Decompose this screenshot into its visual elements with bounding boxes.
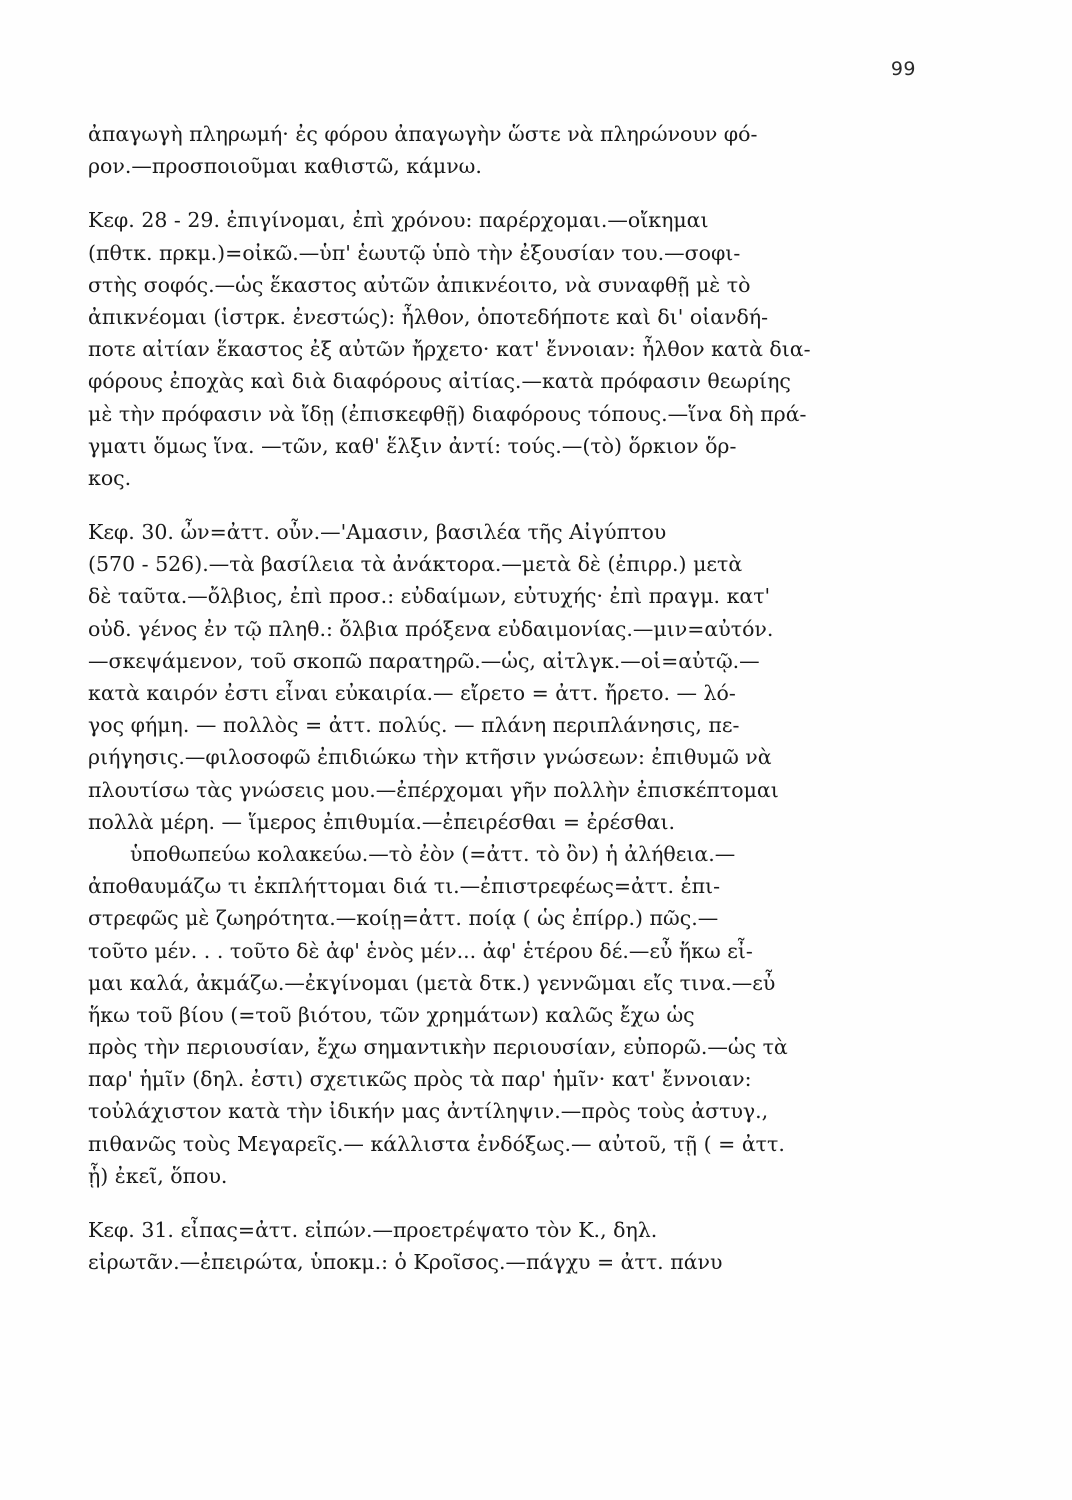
text-line: Κεφ. 28 - 29. ἐπιγίνομαι, ἐπὶ χρόνου: παρέρχομαι.—οἴκημαι (88, 208, 709, 233)
text-line: στὴς σοφός.—ὡς ἕκαστος αὐτῶν ἀπικνέοιτο, νὰ συναφθῇ μὲ τὸ (88, 272, 751, 297)
text-line: ἥκω τοῦ βίου (=τοῦ βιότου, τῶν χρημάτων) καλῶς ἔχω ὡς (88, 1002, 695, 1027)
paragraph-gap (88, 494, 920, 516)
text-line: (570 - 526).—τὰ βασίλεια τὰ ἀνάκτορα.—μετὰ δὲ (ἐπιρρ.) μετὰ (88, 552, 743, 577)
text-line: μαι καλά, ἀκμάζω.—ἐκγίνομαι (μετὰ δτκ.) γεννῶμαι εἴς τινα.—εὖ (88, 970, 776, 995)
text-line: παρ' ἡμῖν (δηλ. ἐστι) σχετικῶς πρὸς τὰ παρ' ἡμῖν· κατ' ἔννοιαν: (88, 1067, 752, 1092)
text-line: δὲ ταῦτα.—ὄλβιος, ἐπὶ προσ.: εὐδαίμων, εὐτυχής· ἐπὶ πραγμ. κατ' (88, 584, 771, 609)
text-line: κατὰ καιρόν ἐστι εἶναι εὐκαιρία.— εἴρετο = ἀττ. ἤρετο. — λό- (88, 681, 736, 705)
text-line: κος. (88, 465, 132, 490)
text-line: (πθτκ. πρκμ.)=οἰκῶ.—ὑπ' ἑωυτῷ ὑπὸ τὴν ἐξουσίαν του.—σοφι- (88, 240, 741, 265)
text-line: ἀπαγωγὴ πληρωμή· ἐς φόρου ἀπαγωγὴν ὥστε νὰ πληρώνουν φό- (88, 122, 758, 146)
paragraph-continuation (88, 870, 920, 1192)
text-line: γματι ὅμως ἵνα. —τῶν, καθ' ἕλξιν ἀντί: τούς.—(τὸ) ὅρκιον ὅρ- (88, 433, 737, 458)
text-line: ριήγησις.—φιλοσοφῶ ἐπιδιώκω τὴν κτῆσιν γνώσεων: ἐπιθυμῶ νὰ (88, 745, 772, 770)
text-line: πιθανῶς τοὺς Μεγαρεῖς.— κάλλιστα ἐνδόξως.— αὐτοῦ, τῇ ( = ἀττ. (88, 1131, 785, 1156)
text-line: οὐδ. γένος ἐν τῷ πληθ.: ὄλβια πρόξενα εὐδαιμονίας.—μιν=αὐτόν. (88, 616, 774, 641)
text-line: —σκεψάμενον, τοῦ σκοπῶ παρατηρῶ.—ὡς, αἰτλγκ.—οἱ=αὐτῷ.— (88, 648, 760, 673)
paragraph-chapter-28-29 (88, 204, 920, 494)
text-line: τοὐλάχιστον κατὰ τὴν ἰδικήν μας ἀντίληψιν.—πρὸς τοὺς ἀστυγ., (88, 1099, 769, 1124)
text-line: εἰρωτᾶν.—ἐπειρώτα, ὑποκμ.: ὁ Κροῖσος.—πάγχυ = ἀττ. πάνυ (88, 1250, 723, 1275)
text-line: ᾗ) ἐκεῖ, ὅπου. (88, 1163, 228, 1188)
page-number: 99 (890, 58, 916, 80)
paragraph-gap (88, 1192, 920, 1214)
text-line: ὑποθωπεύω κολακεύω.—τὸ ἐὸν (=ἀττ. τὸ ὂν) ἡ ἀλήθεια.— (130, 841, 736, 866)
text-line: Κεφ. 31. εἶπας=ἀττ. εἰπών.—προετρέψατο τὸν Κ., δηλ. (88, 1218, 658, 1242)
paragraph-indented (88, 838, 920, 870)
text-line: φόρους ἐποχὰς καὶ διὰ διαφόρους αἰτίας.—κατὰ πρόφασιν θεωρίης (88, 369, 791, 394)
text-line: πρὸς τὴν περιουσίαν, ἔχω σημαντικὴν περιουσίαν, εὐπορῶ.—ὡς τὰ (88, 1035, 788, 1060)
paragraph-chapter-30 (88, 516, 920, 838)
text-line: ποτε αἰτίαν ἕκαστος ἐξ αὐτῶν ἤρχετο· κατ' ἔννοιαν: ἦλθον κατὰ δια- (88, 337, 811, 362)
text-line: στρεφῶς μὲ ζωηρότητα.—κοίῃ=ἀττ. ποίᾳ ( ὡς ἐπίρρ.) πῶς.— (88, 906, 719, 931)
text-line: τοῦτο μέν. . . τοῦτο δὲ ἀφ' ἑνὸς μέν... ἀφ' ἑτέρου δέ.—εὖ ἥκω εἶ- (88, 938, 753, 963)
text-line: ρον.—προσποιοῦμαι καθιστῶ, κάμνω. (88, 154, 482, 179)
commentary-text (88, 118, 920, 1278)
paragraph-gap (88, 182, 920, 204)
text-line: Κεφ. 30. ὦν=ἀττ. οὖν.—'Αμασιν, βασιλέα τῆς Αἰγύπτου (88, 520, 667, 545)
paragraph-intro (88, 118, 920, 182)
paragraph-chapter-31 (88, 1214, 920, 1278)
text-line: ἀπικνέομαι (ἱστρκ. ἐνεστώς): ἦλθον, ὁποτεδήποτε καὶ δι' οἱανδή- (88, 304, 769, 329)
text-line: γος φήμη. — πολλὸς = ἀττ. πολύς. — πλάνη περιπλάνησις, πε- (88, 713, 740, 738)
text-line: πλουτίσω τὰς γνώσεις μου.—ἐπέρχομαι γῆν πολλὴν ἐπισκέπτομαι (88, 777, 779, 802)
text-line: πολλὰ μέρη. — ἵμερος ἐπιθυμία.—ἐπειρέσθαι = ἐρέσθαι. (88, 809, 676, 834)
text-line: ἀποθαυμάζω τι ἐκπλήττομαι διά τι.—ἐπιστρεφέως=ἀττ. ἐπι- (88, 874, 721, 899)
text-line: μὲ τὴν πρόφασιν νὰ ἴδῃ (ἐπισκεφθῇ) διαφόρους τόπους.—ἵνα δὴ πρά- (88, 401, 807, 426)
